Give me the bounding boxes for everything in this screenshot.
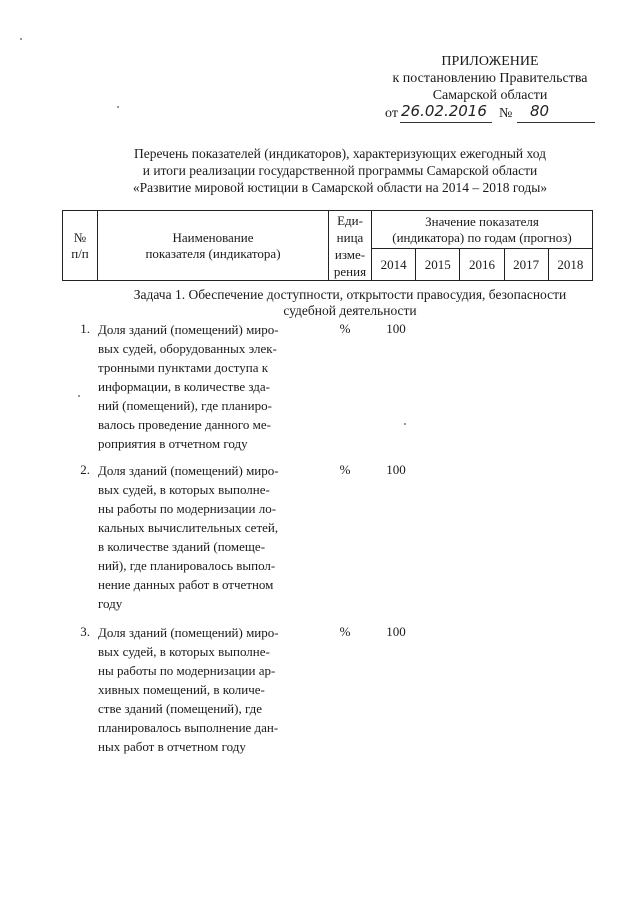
title-line: «Развитие мировой юстиции в Самарской области на 2014 – 2018 годы» <box>132 180 548 195</box>
indicator-name: Доля зданий (помещений) миро- вых судей, в которых выполне- ны работы по модернизации ар- хивных помещений, в количе- стве зданий (помещений), где планировалось выполнение дан- ных работ в отчетном году <box>98 625 279 754</box>
header-year: 2017 <box>504 249 548 281</box>
appendix-line: Самарской области <box>432 88 548 103</box>
indicator-name: Доля зданий (помещений) миро- вых судей, оборудованных элек- тронными пунктами доступа к информации, в количестве зда- ний (помещений), где планиро- валось проведение данного ме- роприятия в отчетном году <box>98 322 279 451</box>
date-prefix: от <box>385 106 398 121</box>
row-number: 2. <box>80 462 90 477</box>
header-number: № п/п <box>63 211 98 281</box>
unit-cell: % <box>339 624 351 639</box>
row-number: 3. <box>80 624 90 639</box>
header-year: 2014 <box>372 249 416 281</box>
header-year: 2016 <box>460 249 504 281</box>
header-year: 2018 <box>548 249 592 281</box>
title-line: и итоги реализации государственной программы Самарской области <box>142 163 538 178</box>
scan-speck <box>404 423 406 425</box>
document-title <box>60 145 620 196</box>
scan-speck <box>117 106 119 108</box>
header-unit: Еди- ница изме- рения <box>329 211 372 281</box>
value-2014: 100 <box>386 462 406 477</box>
scan-speck <box>20 38 22 40</box>
date-underline <box>400 122 492 123</box>
number-prefix: № <box>499 106 513 121</box>
header-name: Наименование показателя (индикатора) <box>98 211 329 281</box>
appendix-date-line <box>385 104 610 124</box>
appendix-title: ПРИЛОЖЕНИЕ <box>441 54 539 69</box>
value-2014: 100 <box>386 624 406 639</box>
indicator-table-header <box>62 210 593 281</box>
row-number: 1. <box>80 321 90 336</box>
date-value: 26.02.2016 <box>401 102 487 120</box>
number-underline <box>517 122 595 123</box>
unit-cell: % <box>339 321 351 336</box>
appendix-line: к постановлению Правительства <box>392 71 588 86</box>
header-values: Значение показателя (индикатора) по годам (прогноз) <box>372 211 593 249</box>
number-value: 80 <box>530 102 550 120</box>
header-year: 2015 <box>416 249 460 281</box>
unit-cell: % <box>339 462 351 477</box>
value-2014: 100 <box>386 321 406 336</box>
indicator-name: Доля зданий (помещений) миро- вых судей, в которых выполне- ны работы по модернизации ло- кальных вычислительных сетей, в количестве зданий (помеще- ний), где планировалось выпол- нение данных работ в отчетном году <box>98 463 279 611</box>
task-heading: Задача 1. Обеспечение доступности, открытости правосудия, безопасности судебной деятельности <box>133 287 567 318</box>
title-line: Перечень показателей (индикаторов), характеризующих ежегодный ход <box>134 146 546 161</box>
scan-speck <box>78 395 80 397</box>
